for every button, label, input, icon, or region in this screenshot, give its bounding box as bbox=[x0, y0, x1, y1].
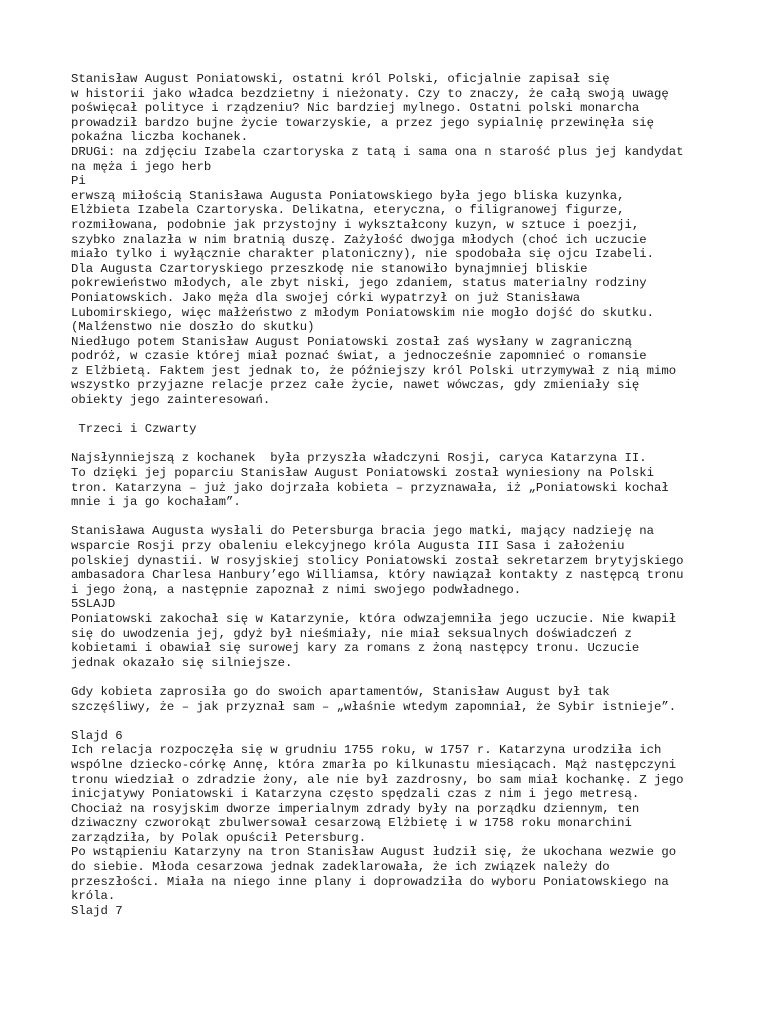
text-line: wszystko przyjazne relacje przez całe życie, nawet wówczas, gdy zmieniały się bbox=[71, 378, 640, 393]
text-line: (Malźenstwo nie doszło do skutku) bbox=[71, 320, 315, 335]
text-line: przeszłości. Miała na niego inne plany i doprowadziła do wyboru Poniatowskiego na bbox=[71, 874, 669, 889]
text-line: jednak okazało się silniejsze. bbox=[71, 655, 293, 670]
text-line: wspólne dziecko-córkę Annę, która zmarła po kilkunastu miesiącach. Mąż następczyni bbox=[71, 757, 677, 772]
text-line: w historii jako władca bezdzietny i nieżonaty. Czy to znaczy, że całą swoją uwagę bbox=[71, 86, 669, 101]
text-line bbox=[71, 670, 711, 685]
text-line: podróż, w czasie której miał poznać świat, a jednocześnie zapomnieć o romansie bbox=[71, 349, 647, 364]
text-line: do siebie. Młoda cesarzowa jednak zadeklarowała, że ich związek należy do bbox=[71, 860, 610, 875]
text-line: Slajd 6 bbox=[71, 728, 123, 743]
text-line: To dzięki jej poparciu Stanisław August Poniatowski został wyniesiony na Polski bbox=[71, 466, 654, 481]
text-line bbox=[71, 714, 711, 729]
text-line: inicjatywy Poniatowski i Katarzyna często spędzali czas z nim i jego metresą. bbox=[71, 787, 640, 802]
text-line: erwszą miłością Stanisława Augusta Poniatowskiego była jego bliska kuzynka, bbox=[71, 188, 625, 203]
text-line: pokaźna liczba kochanek. bbox=[71, 130, 249, 145]
text-line: Trzeci i Czwarty bbox=[71, 422, 197, 437]
text-line: mnie i ja go kochałam”. bbox=[71, 495, 241, 510]
text-line: na męża i jego herb bbox=[71, 159, 212, 174]
text-line: Poniatowskich. Jako męża dla swojej córki wypatrzył on już Stanisława bbox=[71, 290, 581, 305]
text-line: polskiej dynastii. W rosyjskiej stolicy Poniatowski został sekretarzem brytyjskiego bbox=[71, 553, 684, 568]
text-line: zarządziła, by Polak opuścił Petersburg. bbox=[71, 830, 367, 845]
text-line: i jego żoną, a następnie zapoznał z nimi swojego podwładnego. bbox=[71, 582, 522, 597]
text-line: tron. Katarzyna – już jako dojrzała kobieta – przyznawała, iż „Poniatowski kochał bbox=[71, 480, 669, 495]
text-line: ambasadora Charlesa Hanbury’ego Williamsa, który nawiązał kontakty z następcą tronu bbox=[71, 568, 684, 583]
text-line: Najsłynniejszą z kochanek była przyszła władczyni Rosji, caryca Katarzyna II. bbox=[71, 451, 647, 466]
text-line: miało tylko i wyłącznie charakter platoniczny), nie spodobała się ojcu Izabeli. bbox=[71, 247, 654, 262]
text-line bbox=[71, 437, 711, 452]
text-line: Stanisław August Poniatowski, ostatni król Polski, oficjalnie zapisał się bbox=[71, 72, 610, 86]
text-line: wsparcie Rosji przy obaleniu elekcyjnego króla Augusta III Sasa i założeniu bbox=[71, 539, 625, 553]
text-line bbox=[71, 408, 711, 423]
text-line: poświęcał polityce i rządzeniu? Nic bardziej mylnego. Ostatni polski monarcha bbox=[71, 101, 640, 116]
text-line: szybko znalazła w nim bratnią duszę. Zażyłość dwojga młodych (choć ich uczucie bbox=[71, 232, 647, 247]
text-line: 5SLAJD bbox=[71, 597, 116, 612]
text-line: Po wstąpieniu Katarzyny na tron Stanisław August łudził się, że ukochana wezwie go bbox=[71, 845, 677, 860]
text-line: Elżbieta Izabela Czartoryska. Delikatna, eteryczna, o filigranowej figurze, bbox=[71, 203, 625, 218]
text-line: kobietami i obawiał się surowej kary za romans z żoną następcy tronu. Uczucie bbox=[71, 641, 640, 656]
text-line: się do uwodzenia jej, gdyż był nieśmiały, nie miał seksualnych doświadczeń z bbox=[71, 626, 632, 641]
text-line: DRUGi: na zdjęciu Izabela czartoryska z tatą i sama ona n starość plus jej kandydat bbox=[71, 144, 684, 159]
text-line: rozmiłowana, podobnie jak przystojny i wykształcony kuzyn, w sztuce i poezji, bbox=[71, 217, 640, 232]
text-line: Chociaż na rosyjskim dworze imperialnym zdrady były na porządku dziennym, ten bbox=[71, 801, 640, 816]
text-line: Pi bbox=[71, 174, 86, 189]
text-line: Lubomirskiego, więc małżeństwo z młodym Poniatowskim nie mogło dojść do skutku. bbox=[71, 305, 654, 320]
text-line: z Elżbietą. Faktem jest jednak to, że późniejszy król Polski utrzymywał z nią mimo bbox=[71, 363, 677, 378]
text-line: Poniatowski zakochał się w Katarzynie, która odwzajemniła jego uczucie. Nie kwapił bbox=[71, 611, 677, 626]
text-line: szczęśliwy, że – jak przyznał sam – „właśnie wtedym zapomniał, że Sybir istnieje”. bbox=[71, 699, 677, 714]
text-line: Ich relacja rozpoczęła się w grudniu 1755 roku, w 1757 r. Katarzyna urodziła ich bbox=[71, 743, 662, 758]
text-line: Niedługo potem Stanisław August Poniatowski został zaś wysłany w zagraniczną bbox=[71, 334, 632, 349]
text-line: Slajd 7 bbox=[71, 903, 123, 918]
text-line: Dla Augusta Czartoryskiego przeszkodę nie stanowiło bynajmniej bliskie bbox=[71, 261, 588, 276]
document-text bbox=[71, 72, 711, 918]
text-line bbox=[71, 510, 711, 525]
text-line: króla. bbox=[71, 889, 116, 904]
text-line: dziwaczny czworokąt zbulwersował cesarzową Elżbietę i w 1758 roku monarchini bbox=[71, 816, 632, 831]
text-line: prowadził bardzo bujne życie towarzyskie, a przez jego sypialnię przewinęła się bbox=[71, 115, 654, 130]
text-line: Gdy kobieta zaprosiła go do swoich apartamentów, Stanisław August był tak bbox=[71, 684, 610, 699]
text-line: obiekty jego zainteresowań. bbox=[71, 393, 271, 408]
text-line: pokrewieństwo młodych, ale zbyt niski, jego zdaniem, status materialny rodziny bbox=[71, 276, 647, 291]
text-line: tronu wiedział o zdradzie żony, ale nie był zazdrosny, bo sam miał kochankę. Z jego bbox=[71, 772, 684, 787]
text-line: Stanisława Augusta wysłali do Petersburga bracia jego matki, mający nadzieję na bbox=[71, 524, 654, 539]
